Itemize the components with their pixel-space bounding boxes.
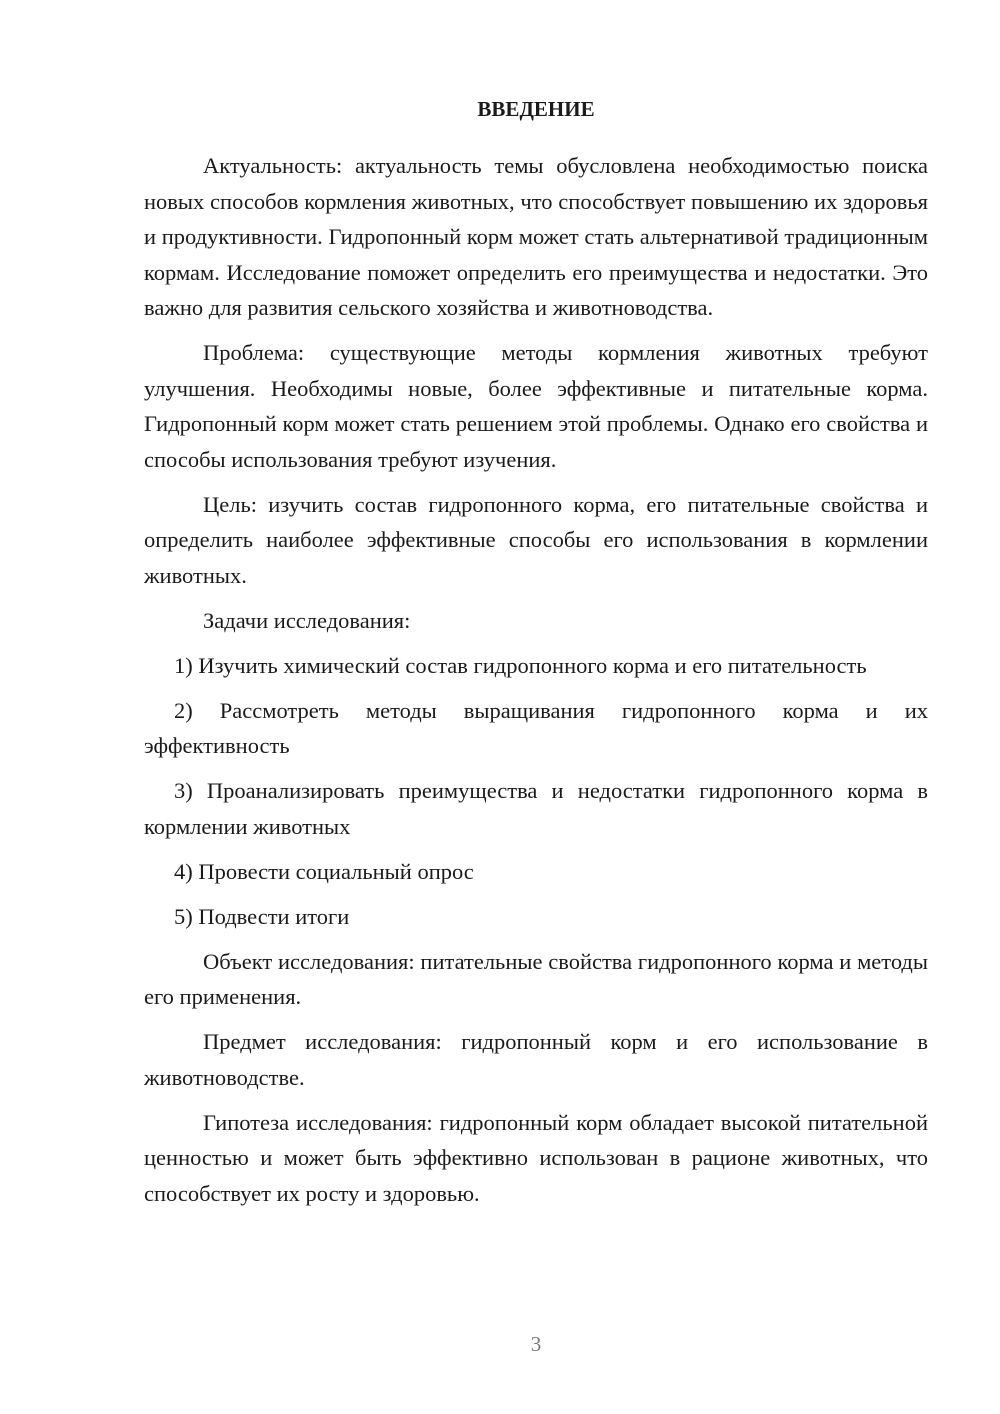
- paragraph-subject: Предмет исследования: гидропонный корм и его использование в животноводстве.: [144, 1029, 928, 1090]
- task-item: 3) Проанализировать преимущества и недостатки гидропонного корма в кормлении животных: [144, 778, 928, 839]
- task-item: 4) Провести социальный опрос: [174, 858, 474, 884]
- paragraph-problem: Проблема: существующие методы кормления животных требуют улучшения. Необходимы новые, более эффективные и питательные корма. Гидропонный корм может стать решением этой проблемы. Однако его свойства и способы использования требуют изучения.: [144, 340, 928, 472]
- paragraph-hypothesis: Гипотеза исследования: гидропонный корм обладает высокой питательной ценностью и может быть эффективно использован в рационе животных, что способствует их росту и здоровью.: [144, 1109, 928, 1206]
- paragraph-goal: Цель: изучить состав гидропонного корма, его питательные свойства и определить наиболее эффективные способы его использования в кормлении животных.: [144, 491, 928, 588]
- page-content: [144, 92, 928, 1221]
- task-item: 1) Изучить химический состав гидропонного корма и его питательность: [174, 652, 867, 678]
- paragraph-object: Объект исследования: питательные свойства гидропонного корма и методы его применения.: [144, 948, 928, 1009]
- page-title: ВВЕДЕНИЕ: [477, 97, 595, 121]
- page-number: 3: [530, 1332, 542, 1356]
- tasks-heading: Задачи исследования:: [203, 607, 411, 633]
- task-item: 2) Рассмотреть методы выращивания гидропонного корма и их эффективность: [144, 697, 928, 758]
- paragraph-relevance: Актуальность: актуальность темы обусловлена необходимостью поиска новых способов кормления животных, что способствует повышению их здоровья и продуктивности. Гидропонный корм может стать альтернативой традиционным кормам. Исследование поможет определить его преимущества и недостатки. Это важно для развития сельского хозяйства и животноводства.: [144, 153, 928, 320]
- task-item: 5) Подвести итоги: [174, 903, 350, 929]
